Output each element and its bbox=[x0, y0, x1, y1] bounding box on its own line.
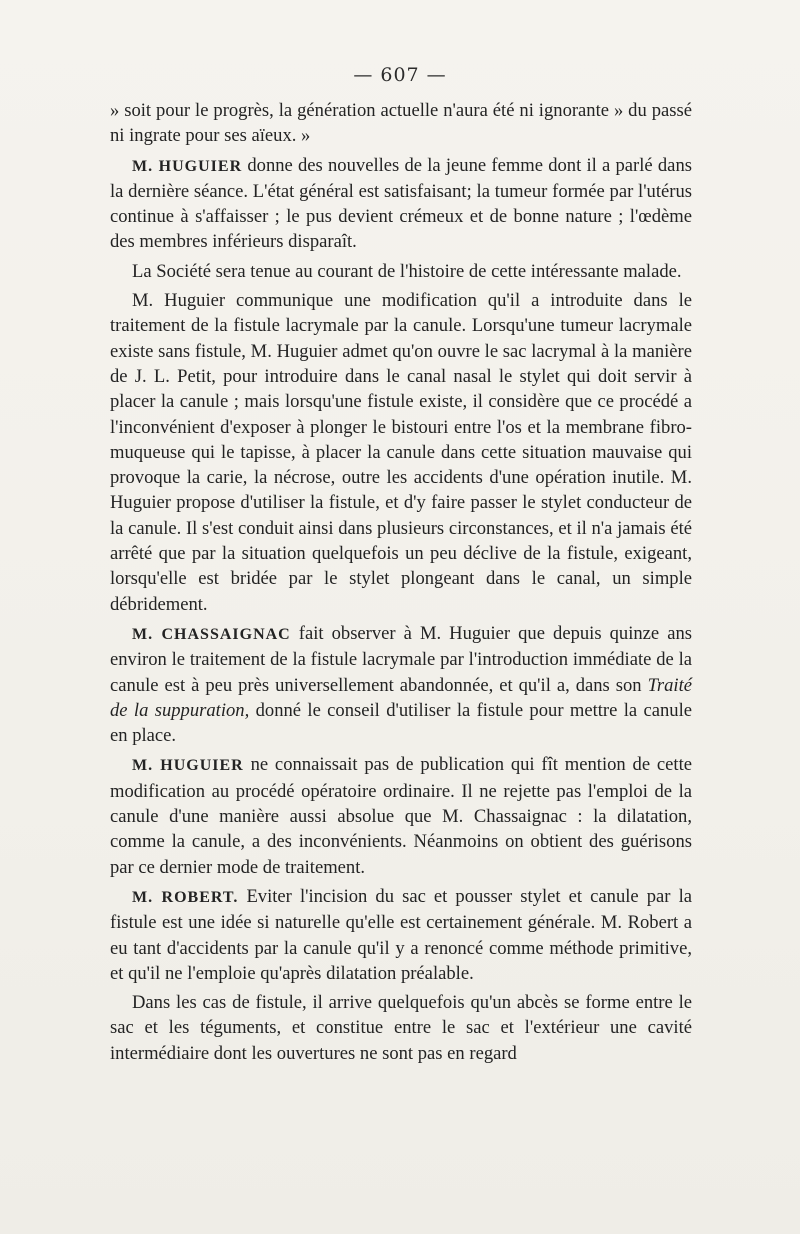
paragraph-2 bbox=[110, 259, 692, 284]
paragraph-text: donne des nouvelles de la jeune femme dont il a parlé dans la dernière séance. L'état général est satisfaisant; la tumeur formée par l'utérus continue à s'affaisser ; le pus devient crémeux et de bonne nature ; l'œdème des membres inférieurs disparaît. bbox=[110, 154, 692, 253]
paragraph-text: » soit pour le progrès, la génération actuelle n'aura été ni ignorante » du passé ni ingrate pour ses aïeux. » bbox=[110, 100, 692, 147]
paragraph-0 bbox=[110, 98, 692, 149]
paragraph-text: ne connaissait pas de publication qui fît mention de cette modification au procédé opératoire ordinaire. Il ne rejette pas l'emploi de la canule d'une manière aussi absolue que M. Chassaignac : la dilatation, comme la canule, a des inconvénients. Néanmoins on obtient des guérisons par ce dernier mode de traitement. bbox=[110, 754, 692, 878]
paragraph-text: fait observer à M. Huguier que depuis quinze ans environ le traitement de la fistule lacrymale par l'introduction immédiate de la canule est à peu près universellement abandonnée, et qu'il a, dans son bbox=[110, 622, 692, 696]
book-title: Traité de la suppuration, bbox=[110, 674, 692, 721]
paragraph-text: M. Huguier communique une modification qu'il a introduite dans le traitement de la fistule lacrymale par la canule. Lorsqu'une tumeur lacrymale existe sans fistule, M. Huguier admet qu'on ouvre le sac lacrymal à la manière de J. L. Petit, pour introduire dans le canal nasal le stylet qui doit servir à placer la canule ; mais lorsqu'une fistule existe, il considère que ce procédé a l'inconvénient d'exposer à plonger le bistouri entre l'os et la membrane fibro-muqueuse qui le tapisse, à placer la canule dans cette situation mauvaise qui provoque la carie, la nécrose, outre les accidents d'une opération inutile. M. Huguier propose d'utiliser la fistule, et d'y faire passer le stylet conducteur de la canule. Il s'est conduit ainsi dans plusieurs circonstances, et il n'a jamais été arrêté que par la situation quelquefois un peu déclive de la fistule, exigeant, lorsqu'elle est bridée par le stylet plongeant dans le canal, un simple débridement. bbox=[110, 290, 692, 615]
paragraph-6 bbox=[110, 884, 692, 986]
paragraph-7 bbox=[110, 990, 692, 1066]
paragraph-text: Dans les cas de fistule, il arrive quelquefois qu'un abcès se forme entre le sac et les téguments, et constitue entre le sac et l'extérieur une cavité intermédiaire dont les ouvertures ne sont pas en regard bbox=[110, 992, 692, 1064]
speaker-name: M. HUGUIER bbox=[132, 757, 244, 775]
paragraph-1 bbox=[110, 153, 692, 255]
paragraph-text: La Société sera tenue au courant de l'histoire de cette intéressante malade. bbox=[132, 260, 682, 282]
paragraph-text: Eviter l'incision du sac et pousser stylet et canule par la fistule est une idée si naturelle qu'elle est certainement générale. M. Robert a eu tant d'accidents par la canule qu'il y a renoncé comme méthode primitive, et qu'il ne l'emploie qu'après dilatation préalable. bbox=[110, 885, 692, 984]
speaker-name: M. ROBERT. bbox=[132, 888, 239, 906]
speaker-name: M. HUGUIER bbox=[132, 157, 243, 175]
paragraph-text: donné le conseil d'utiliser la fistule pour mettre la canule en place. bbox=[110, 699, 692, 747]
paragraph-4 bbox=[110, 621, 692, 748]
paragraph-5 bbox=[110, 752, 692, 879]
text-body bbox=[110, 98, 692, 1070]
speaker-name: M. CHASSAIGNAC bbox=[132, 625, 291, 643]
paragraph-3 bbox=[110, 288, 692, 617]
page-number: — 607 — bbox=[353, 64, 447, 86]
